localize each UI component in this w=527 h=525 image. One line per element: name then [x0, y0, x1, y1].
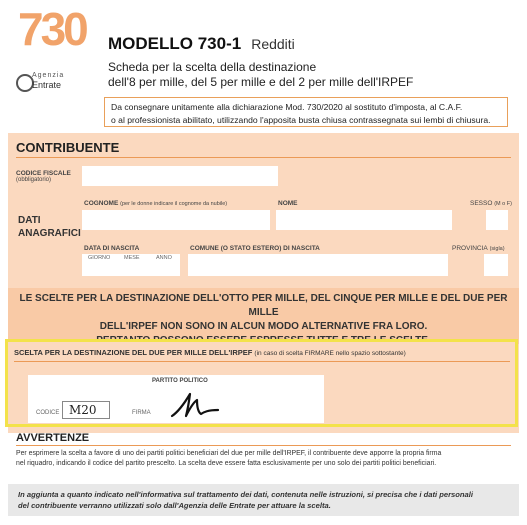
- nome-field[interactable]: [276, 210, 452, 230]
- avvertenze-divider: [16, 445, 511, 446]
- section-divider: [16, 157, 511, 158]
- modello-730-logo: [18, 3, 86, 70]
- codice-label: CODICE: [36, 410, 60, 416]
- data-nascita-label: DATA DI NASCITA: [84, 245, 140, 252]
- title-suffix: Redditi: [251, 36, 295, 52]
- codice-fiscale-field[interactable]: [82, 166, 278, 186]
- avvertenze-line1: Per esprimere la scelta a favore di uno dei partiti politici beneficiari del due per mille dell'IRPEF, il contribuente deve apporre la propria firma: [16, 450, 442, 457]
- scelta-divider: [14, 361, 510, 362]
- avvertenze-heading: AVVERTENZE: [16, 432, 90, 444]
- scelta-heading-hint: (in caso di scelta FIRMARE nello spazio sottostante): [254, 350, 406, 357]
- dati-anagrafici-line2: ANAGRAFICI: [18, 228, 81, 239]
- note-line2: o al professionista abilitato, utilizzando l'apposita busta chiusa contrassegnata sui lembi di chiusura.: [111, 115, 491, 125]
- privacy-footer-text: [18, 489, 513, 511]
- provincia-field[interactable]: [484, 254, 508, 276]
- contribuente-heading: CONTRIBUENTE: [16, 140, 120, 155]
- provincia-hint: (sigla): [489, 246, 505, 252]
- signature-icon: [170, 388, 220, 420]
- partito-politico-label: PARTITO POLITICO: [152, 378, 208, 384]
- agency-line2: Entrate: [32, 80, 62, 90]
- dati-anagrafici-label: [18, 214, 81, 240]
- avvertenze-line2: nel riquadro, indicando il codice del partito prescelto. La scelta deve essere fatta esclusivamente per uno solo dei partiti politici beneficiari.: [16, 460, 437, 467]
- notice-line2: DELL'IRPEF NON SONO IN ALCUN MODO ALTERNATIVE FRA LORO.: [99, 321, 428, 332]
- anno-label: ANNO: [156, 255, 172, 261]
- subtitle-line1: Scheda per la scelta della destinazione: [108, 60, 317, 74]
- firma-label: FIRMA: [132, 410, 151, 416]
- notice-line1: LE SCELTE PER LA DESTINAZIONE DELL'OTTO PER MILLE, DEL CINQUE PER MILLE E DEL DUE PER MILLE: [19, 293, 508, 318]
- scelta-heading: [14, 348, 406, 357]
- subtitle-line2: dell'8 per mille, del 5 per mille e del 2 per mille dell'IRPEF: [108, 75, 414, 89]
- cognome-hint: (per le donne indicare il cognome da nubile): [120, 201, 228, 207]
- codice-fiscale-label-text: CODICE FISCALE: [16, 170, 71, 177]
- codice-partito-field[interactable]: M20: [62, 401, 110, 419]
- footer-line1: In aggiunta a quanto indicato nell'informativa sul trattamento dei dati, contenuta nelle istruzioni, si precisa che i dati personali: [18, 490, 473, 499]
- cognome-label: [84, 200, 227, 207]
- logo-number: 730: [18, 3, 86, 55]
- footer-line2: del contribuente verranno utilizzati solo dall'Agenzia delle Entrate per attuare la scelta.: [18, 501, 331, 510]
- mese-label: MESE: [124, 255, 140, 261]
- agency-line1: Agenzia: [32, 72, 65, 79]
- sesso-hint: (M o F): [494, 201, 512, 207]
- dati-anagrafici-line1: DATI: [18, 215, 41, 226]
- codice-fiscale-sub: (obbligatorio): [16, 177, 52, 183]
- agenzia-entrate-logo: [16, 72, 86, 94]
- provincia-label: [452, 245, 505, 252]
- cognome-field[interactable]: [82, 210, 270, 230]
- note-line1: Da consegnare unitamente alla dichiarazione Mod. 730/2020 al sostituto d'imposta, al C.A.F.: [111, 102, 463, 112]
- giorno-label: GIORNO: [88, 255, 111, 261]
- title-text: MODELLO 730-1: [108, 34, 242, 53]
- codice-fiscale-label: [16, 170, 71, 183]
- delivery-note-box: [104, 97, 508, 127]
- sesso-label-text: SESSO: [470, 200, 493, 207]
- page-subtitle: [108, 60, 508, 90]
- comune-nascita-label: COMUNE (O STATO ESTERO) DI NASCITA: [190, 245, 320, 252]
- page-title: [108, 34, 295, 54]
- comune-nascita-field[interactable]: [188, 254, 448, 276]
- provincia-label-text: PROVINCIA: [452, 245, 488, 252]
- sesso-label: [470, 200, 512, 207]
- nome-label: NOME: [278, 200, 298, 207]
- cognome-label-text: COGNOME: [84, 200, 119, 207]
- sesso-field[interactable]: [486, 210, 508, 230]
- avvertenze-text: [16, 449, 511, 469]
- scelta-heading-text: SCELTA PER LA DESTINAZIONE DEL DUE PER MILLE DELL'IRPEF: [14, 348, 253, 357]
